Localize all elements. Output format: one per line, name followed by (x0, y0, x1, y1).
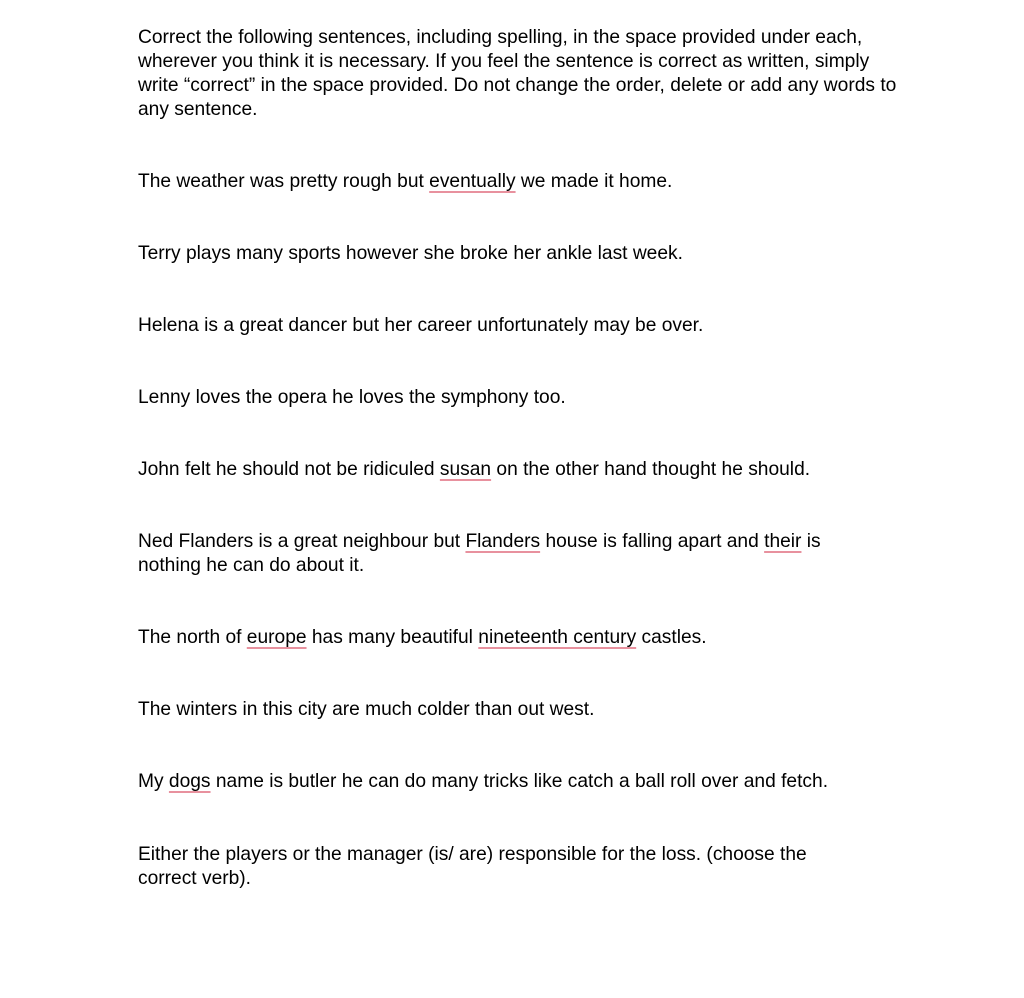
sentence-text: Ned Flanders is a great neighbour but (138, 531, 466, 552)
sentence-text: My (138, 771, 169, 792)
sentence-1[interactable] (138, 170, 672, 194)
sentence-text: is nothing he can do about it. (138, 531, 821, 576)
sentence-9[interactable] (138, 770, 898, 794)
sentence-2[interactable] (138, 242, 683, 266)
sentence-text: Helena is a great dancer but her career unfortunately may be over. (138, 315, 704, 336)
sentence-5[interactable] (138, 458, 810, 482)
sentence-text: Terry plays many sports however she broke her ankle last week. (138, 243, 683, 264)
misspelled-word[interactable]: eventually (429, 171, 516, 192)
sentence-text: The winters in this city are much colder than out west. (138, 699, 595, 720)
misspelled-word[interactable]: nineteenth century (478, 627, 637, 648)
sentence-text: Lenny loves the opera he loves the symphony too. (138, 387, 566, 408)
misspelled-word[interactable]: Flanders (465, 531, 541, 552)
sentence-3[interactable] (138, 314, 703, 338)
sentence-10[interactable] (138, 843, 868, 891)
sentence-8[interactable] (138, 698, 594, 722)
sentence-text: castles. (636, 627, 707, 648)
sentence-text: The north of (138, 627, 247, 648)
sentence-text: on the other hand thought he should. (491, 459, 811, 480)
sentence-text: The weather was pretty rough but (138, 171, 430, 192)
sentence-text: we made it home. (515, 171, 673, 192)
misspelled-word[interactable]: susan (439, 459, 492, 480)
misspelled-word[interactable]: their (764, 531, 802, 552)
sentence-6[interactable] (138, 530, 878, 578)
sentence-text: house is falling apart and (540, 531, 765, 552)
sentence-text: Either the players or the manager (is/ are) responsible for the loss. (choose the correct verb). (138, 844, 807, 889)
instructions-paragraph[interactable]: Correct the following sentences, including spelling, in the space provided under each, wherever you think it is necessary. If you feel the sentence is correct as written, simply write “correct” in the space provided. Do not change the order, delete or add any words to any sentence. (138, 27, 897, 120)
sentence-4[interactable] (138, 386, 566, 410)
sentence-text: has many beautiful (306, 627, 479, 648)
document-page (138, 26, 898, 889)
misspelled-word[interactable]: dogs (168, 771, 211, 792)
sentence-text: name is butler he can do many tricks like catch a ball roll over and fetch. (210, 771, 829, 792)
sentence-text: John felt he should not be ridiculed (138, 459, 440, 480)
sentence-7[interactable] (138, 626, 707, 650)
misspelled-word[interactable]: europe (246, 627, 307, 648)
